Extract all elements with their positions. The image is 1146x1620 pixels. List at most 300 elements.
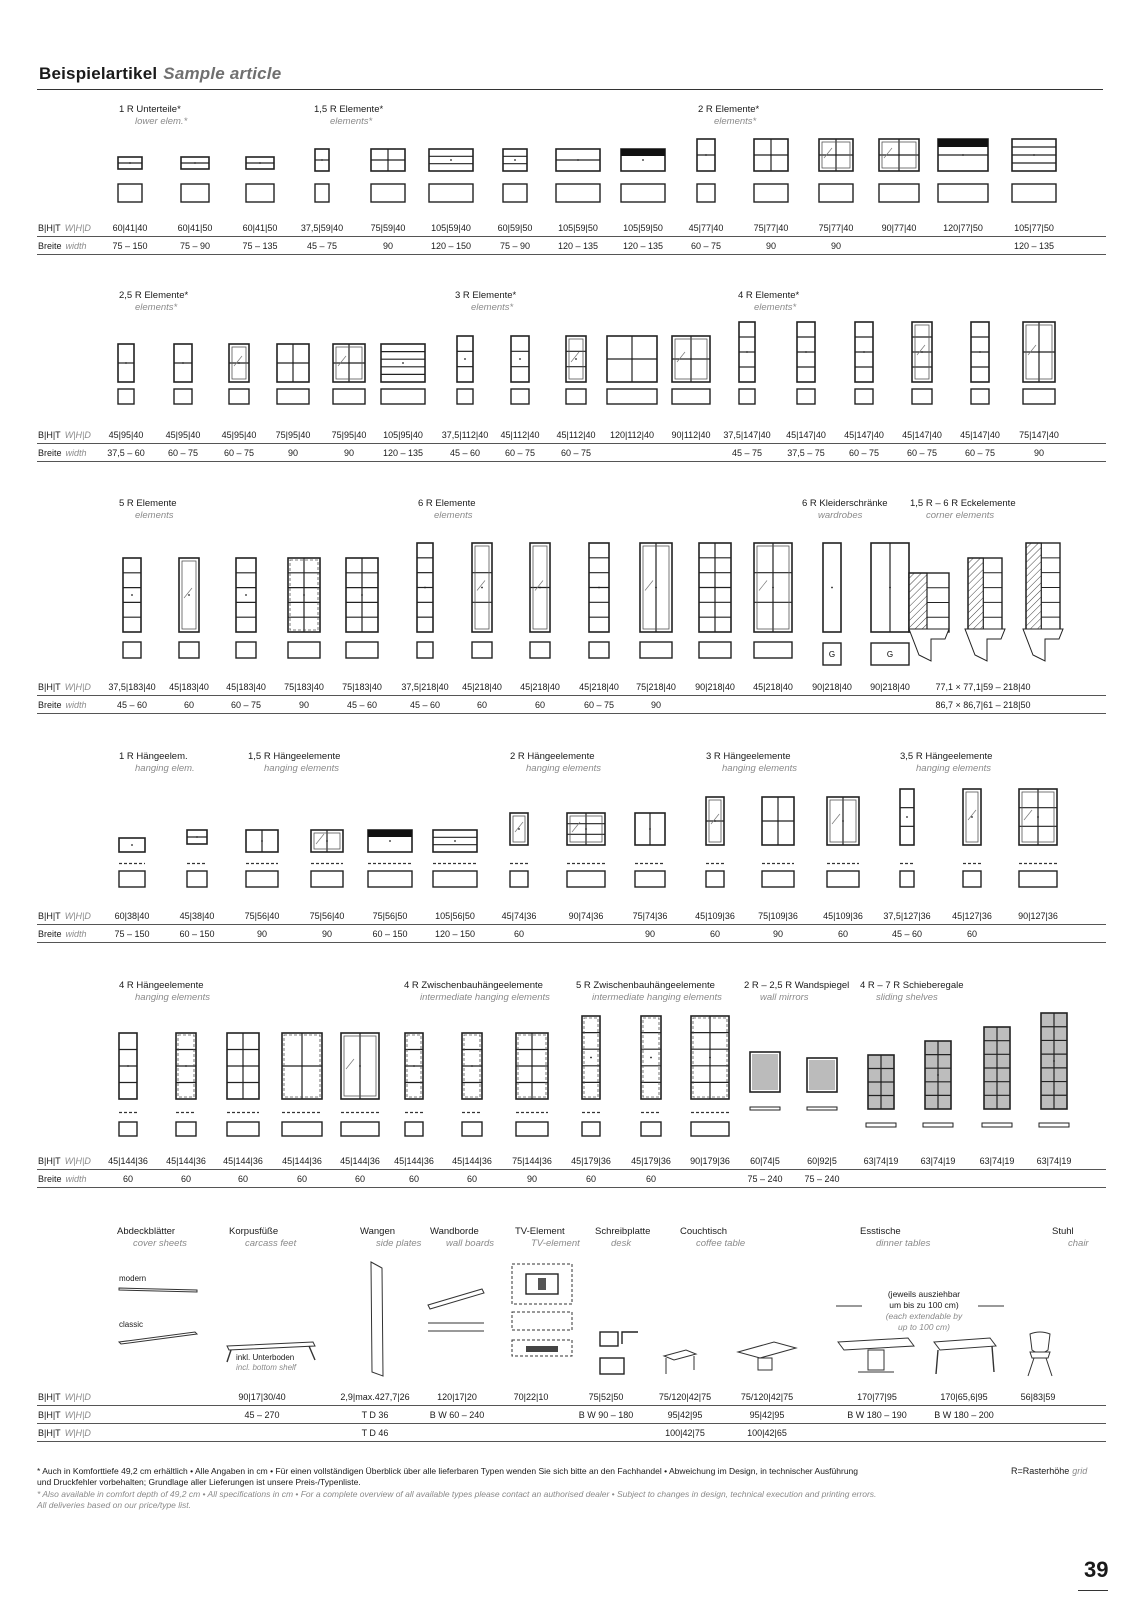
section5-width-row-label <box>38 1174 87 1184</box>
section5-dims-row-label-de: B|H|T <box>38 1156 61 1166</box>
width-cell: 60 – 75 <box>906 448 938 458</box>
wall-rail-icon <box>176 1111 196 1114</box>
width-cell: 60 <box>709 929 720 939</box>
dim-cell: 60|74|5 <box>750 1156 780 1166</box>
header-wall-mirrors-en: wall mirrors <box>760 992 809 1003</box>
wall-rail-icon <box>119 1111 137 1114</box>
cabinet-front-icon <box>749 1051 781 1093</box>
cabinet-top-icon <box>432 870 478 888</box>
cabinet-front-icon <box>761 796 795 846</box>
accessories-row-1-label <box>38 1392 91 1402</box>
corner-element-top-icon <box>907 627 951 663</box>
width-cell: 90 <box>644 929 655 939</box>
dim-cell: 37,5|218|40 <box>401 682 449 692</box>
dim-cell: 45|147|40 <box>902 430 942 440</box>
header-cover-sheets <box>117 1226 187 1250</box>
section2-dims-row <box>37 426 1106 444</box>
width-cell: 60 – 75 <box>504 448 536 458</box>
dim-cell: 90|218|40 <box>870 682 910 692</box>
header-3r-elements-en: elements* <box>471 302 514 313</box>
svg-text:G: G <box>886 650 894 659</box>
dim-cell: 60|41|50 <box>177 223 213 233</box>
cabinet-top-icon <box>245 870 279 888</box>
feet-note-en: incl. bottom shelf <box>236 1363 297 1372</box>
dim-cell: 63|74|19 <box>979 1156 1015 1166</box>
wall-rail-icon <box>341 1111 379 1114</box>
dim-cell: 60|92|5 <box>807 1156 837 1166</box>
width-cell: 90 <box>298 700 309 710</box>
dim-cell: 75|77|40 <box>753 223 789 233</box>
cabinet-front-icon <box>173 343 193 383</box>
section4-width-row-label-en: width <box>65 929 87 939</box>
dim-cell: 56|83|59 <box>1020 1392 1056 1402</box>
dim-cell: B W 180 – 200 <box>934 1410 994 1420</box>
header-coffee-table <box>680 1226 745 1250</box>
dim-cell: 45|38|40 <box>179 911 215 921</box>
title-de: Beispielartikel <box>39 64 158 83</box>
dim-cell: 45|95|40 <box>165 430 201 440</box>
cabinet-front-icon <box>1018 788 1058 846</box>
wall-rail-icon <box>433 862 477 865</box>
header-3-5r-hanging-de: 3,5 R Hängeelemente <box>900 751 993 762</box>
cabinet-front-icon <box>117 343 135 383</box>
dim-cell: 45|109|36 <box>695 911 735 921</box>
header-4r-intermediate-de: 4 R Zwischenbauhängeelemente <box>404 980 543 991</box>
cabinet-top-icon <box>515 1121 549 1137</box>
wall-rail-icon <box>119 862 145 865</box>
section4-dims-row-label-en: W|H|D <box>64 911 91 921</box>
dim-cell: 45|179|36 <box>631 1156 671 1166</box>
dim-cell: 45|147|40 <box>960 430 1000 440</box>
cabinet-top-icon <box>428 183 474 203</box>
cabinet-front-icon <box>345 557 379 633</box>
section3-dims-row-label <box>38 682 91 692</box>
cabinet-front-icon <box>806 1057 838 1093</box>
dim-cell: 45|144|36 <box>394 1156 434 1166</box>
width-cell: 90 <box>650 700 661 710</box>
cabinet-front-icon <box>634 812 666 846</box>
cabinet-top-icon <box>287 641 321 659</box>
cabinet-front-icon <box>118 837 146 853</box>
cabinet-top-icon <box>796 388 816 405</box>
cabinet-top-icon <box>640 1121 662 1137</box>
cabinet-top-icon <box>281 1121 323 1137</box>
width-cell: 60 <box>534 700 545 710</box>
wall-rail-icon <box>963 862 981 865</box>
section2-dims-row-label <box>38 430 91 440</box>
width-cell: 37,5 – 75 <box>787 448 825 458</box>
width-cell: 60 <box>466 1174 477 1184</box>
header-1-5r-elements <box>314 104 383 128</box>
cabinet-top-icon <box>761 870 795 888</box>
cabinet-top-icon <box>566 870 606 888</box>
header-side-plates-en: side plates <box>376 1238 422 1249</box>
width-cell: 45 – 60 <box>409 700 441 710</box>
cabinet-front-icon <box>509 812 529 846</box>
cabinet-front-icon <box>899 788 915 846</box>
dim-cell: 75|52|50 <box>588 1392 624 1402</box>
header-1r-hanging <box>119 751 195 775</box>
header-lower-elements-de: 1 R Unterteile* <box>119 104 181 115</box>
section5-dims-row-label <box>38 1156 91 1166</box>
cabinet-front-icon <box>911 321 933 383</box>
dim-cell: 90|127|36 <box>1018 911 1058 921</box>
dim-cell: 63|74|19 <box>863 1156 899 1166</box>
dim-cell: 45|179|36 <box>571 1156 611 1166</box>
cover-sheet-classic-icon <box>117 1328 199 1350</box>
header-2r-hanging-en: hanging elements <box>526 763 601 774</box>
wall-board-icon <box>426 1287 486 1337</box>
header-carcass-feet-de: Korpusfüße <box>229 1226 279 1237</box>
table-note-en1: (each extendable by <box>885 1311 963 1321</box>
section2-width-row-label-de: Breite <box>38 448 62 458</box>
header-6r-elements-en: elements <box>434 510 473 521</box>
header-4r-elements-en: elements* <box>754 302 797 313</box>
cabinet-top-icon <box>175 1121 197 1137</box>
cabinet-top-icon <box>529 641 551 659</box>
cabinet-front-icon <box>854 321 874 383</box>
cabinet-front-icon <box>461 1032 483 1100</box>
section4-width-row-label-de: Breite <box>38 929 62 939</box>
section2-width-row <box>37 444 1106 462</box>
cabinet-top-icon <box>276 388 310 405</box>
cabinet-front-icon <box>983 1026 1011 1110</box>
cabinet-front-icon <box>696 138 716 172</box>
feet-note-de: inkl. Unterboden <box>236 1353 295 1362</box>
dim-cell: 45|218|40 <box>579 682 619 692</box>
width-cell: 75 – 240 <box>804 1174 840 1184</box>
cabinet-front-icon <box>566 812 606 846</box>
cabinet-front-icon <box>432 829 478 853</box>
cabinet-front-icon <box>753 542 793 633</box>
width-cell: 60 – 75 <box>848 448 880 458</box>
cabinet-front-icon <box>796 321 816 383</box>
cabinet-top-icon <box>122 641 142 659</box>
wall-rail-icon <box>567 862 605 865</box>
cabinet-front-icon <box>310 829 344 853</box>
section4-width-row <box>37 925 1106 943</box>
cabinet-top-icon <box>416 641 434 659</box>
accessories-row-2-label-en: W|H|D <box>64 1410 91 1420</box>
cabinet-top-icon <box>245 183 275 203</box>
width-cell: 60 <box>585 1174 596 1184</box>
dim-cell: 45|77|40 <box>688 223 724 233</box>
section5-width-row <box>37 1170 1106 1188</box>
dim-cell: 60|41|50 <box>242 223 278 233</box>
width-cell: 60 <box>837 929 848 939</box>
cabinet-front-icon <box>367 829 413 853</box>
cabinet-top-icon <box>634 870 666 888</box>
dim-cell: 60|41|40 <box>112 223 148 233</box>
header-chair-de: Stuhl <box>1052 1226 1074 1237</box>
cabinet-top-icon <box>555 183 601 203</box>
shelf-top-icon <box>865 1122 897 1128</box>
width-cell: 60 – 75 <box>167 448 199 458</box>
dim-cell: 75/120|42|75 <box>658 1392 712 1402</box>
width-cell: 75 – 150 <box>114 929 150 939</box>
cabinet-front-icon <box>276 343 310 383</box>
raster-note <box>1011 1466 1087 1476</box>
width-cell: 75 – 150 <box>112 241 148 251</box>
dim-cell: 105|56|50 <box>435 911 475 921</box>
raster-en: grid <box>1072 1466 1088 1476</box>
cabinet-front-icon <box>620 148 666 172</box>
dim-cell: 120|17|20 <box>437 1392 477 1402</box>
dim-cell: 45|147|40 <box>844 430 884 440</box>
cabinet-top-icon <box>690 1121 730 1137</box>
cabinet-top-icon <box>970 388 990 405</box>
accessories-row-2 <box>37 1406 1106 1424</box>
dim-cell: 75|56|40 <box>309 911 345 921</box>
width-cell: 90 <box>772 929 783 939</box>
dim-cell: 45|95|40 <box>108 430 144 440</box>
accessories-row-1-label-en: W|H|D <box>64 1392 91 1402</box>
cabinet-top-icon <box>854 388 874 405</box>
cabinet-front-icon <box>878 138 920 172</box>
header-4r-intermediate-en: intermediate hanging elements <box>420 992 550 1003</box>
dim-cell: 45|144|36 <box>108 1156 148 1166</box>
section2-width-row-label-en: width <box>65 448 87 458</box>
cabinet-top-icon <box>502 183 528 203</box>
dim-cell: B W 60 – 240 <box>429 1410 485 1420</box>
dim-cell: 63|74|19 <box>920 1156 956 1166</box>
dim-cell: 105|77|50 <box>1014 223 1054 233</box>
width-cell: 45 – 60 <box>891 929 923 939</box>
cabinet-top-icon <box>509 870 529 888</box>
cabinet-front-icon <box>606 335 658 383</box>
section1-width-row <box>37 237 1106 255</box>
header-2r-elements-de: 2 R Elemente* <box>698 104 760 115</box>
side-plate-icon <box>368 1260 386 1380</box>
shelf-top-icon <box>1038 1122 1070 1128</box>
cabinet-front-icon <box>118 1032 138 1100</box>
header-2r-hanging-de: 2 R Hängeelemente <box>510 751 595 762</box>
table-note-de1: (jeweils ausziehbar <box>887 1289 961 1299</box>
cabinet-front-icon <box>970 321 990 383</box>
dim-cell: 170|65,6|95 <box>940 1392 988 1402</box>
header-wall-mirrors <box>744 980 849 1004</box>
wall-rail-icon <box>227 1111 259 1114</box>
header-carcass-feet-en: carcass feet <box>245 1238 297 1249</box>
dim-cell: T D 46 <box>361 1428 389 1438</box>
table-note-de2: um bis zu 100 cm) <box>889 1300 959 1310</box>
width-cell: 75 – 90 <box>499 241 531 251</box>
section1-width-row-label-de: Breite <box>38 241 62 251</box>
cabinet-front-icon <box>753 138 789 172</box>
dim-cell: 120|77|50 <box>943 223 983 233</box>
coffee-table-pedestal-icon <box>734 1338 800 1378</box>
cabinet-top-icon <box>186 870 208 888</box>
wall-rail-icon <box>827 862 859 865</box>
header-cover-sheets-de: Abdeckblätter <box>117 1226 176 1237</box>
cabinet-top-icon <box>340 1121 380 1137</box>
header-4r-hanging-de: 4 R Hängeelemente <box>119 980 204 991</box>
header-5r-elements-en: elements <box>135 510 174 521</box>
corner-width-cell: 86,7 × 86,7|61 – 218|50 <box>935 700 1031 710</box>
section3-width-row-label <box>38 700 87 710</box>
dim-cell: 45|218|40 <box>520 682 560 692</box>
wall-rail-icon <box>516 1111 548 1114</box>
cabinet-top-icon <box>962 870 982 888</box>
width-cell: 60 <box>966 929 977 939</box>
cabinet-front-icon <box>502 148 528 172</box>
dim-cell: 45|144|36 <box>340 1156 380 1166</box>
width-cell: 60 – 75 <box>964 448 996 458</box>
cabinet-top-icon <box>380 388 426 405</box>
width-cell: 60 <box>296 1174 307 1184</box>
width-cell: 60 <box>645 1174 656 1184</box>
dim-cell: 45|218|40 <box>462 682 502 692</box>
cabinet-top-icon <box>753 183 789 203</box>
header-2-5r-elements-en: elements* <box>135 302 178 313</box>
header-corner-elements-en: corner elements <box>926 510 995 521</box>
header-sliding-shelves <box>860 980 964 1004</box>
dim-cell: 45|144|36 <box>282 1156 322 1166</box>
cabinet-top-icon <box>178 641 200 659</box>
corner-element-front-icon <box>967 557 1003 633</box>
cabinet-top-icon <box>899 870 915 888</box>
section1-width-row-label <box>38 241 87 251</box>
cabinet-front-icon <box>822 542 842 633</box>
cabinet-top-icon <box>118 870 146 888</box>
dim-cell: 45|144|36 <box>223 1156 263 1166</box>
footnote-de-1: * Auch in Komforttiefe 49,2 cm erhältlich • Alle Angaben in cm • Für einen vollständigen Überblick über alle lieferbaren Typen wenden Sie sich bitte an den Fachhandel • Abweichung im Design, in technischer Ausführung <box>37 1466 859 1476</box>
dim-cell: 45 – 270 <box>244 1410 280 1420</box>
dim-cell: 105|59|40 <box>431 223 471 233</box>
cabinet-front-icon <box>588 542 610 633</box>
dim-cell: B W 90 – 180 <box>578 1410 634 1420</box>
section3-width-row-label-en: width <box>65 700 87 710</box>
section1-dims-row-label <box>38 223 91 233</box>
header-6r-elements <box>418 498 476 522</box>
cabinet-top-icon <box>332 388 366 405</box>
dining-table-pedestal-icon <box>834 1334 918 1376</box>
width-cell: 120 – 135 <box>557 241 599 251</box>
cabinet-front-icon <box>186 829 208 845</box>
dim-cell: 60|59|50 <box>497 223 533 233</box>
wall-rail-icon <box>641 1111 661 1114</box>
width-cell: 90 <box>382 241 393 251</box>
shelf-top-icon <box>981 1122 1013 1128</box>
dim-cell: 37,5|59|40 <box>300 223 344 233</box>
shelf-top-icon <box>922 1122 954 1128</box>
header-1r-hanging-de: 1 R Hängeelem. <box>119 751 188 762</box>
dim-cell: 45|183|40 <box>226 682 266 692</box>
header-side-plates <box>360 1226 421 1250</box>
cabinet-top-icon <box>705 870 725 888</box>
header-4r-hanging-en: hanging elements <box>135 992 210 1003</box>
header-dinner-tables <box>860 1226 930 1250</box>
cabinet-front-icon <box>924 1040 952 1110</box>
header-chair <box>1052 1226 1089 1250</box>
header-carcass-feet <box>229 1226 296 1250</box>
cabinet-top-icon <box>911 388 933 405</box>
cabinet-front-icon <box>818 138 854 172</box>
width-cell: 60 <box>354 1174 365 1184</box>
cabinet-top-icon <box>671 388 711 405</box>
header-coffee-table-en: coffee table <box>696 1238 746 1249</box>
table-extend-note <box>875 1289 973 1333</box>
dining-table-legs-icon <box>930 1334 1000 1376</box>
width-cell: 45 – 60 <box>116 700 148 710</box>
wall-rail-icon <box>405 1111 423 1114</box>
header-sliding-shelves-en: sliding shelves <box>876 992 938 1003</box>
cabinet-front-icon <box>515 1032 549 1100</box>
header-coffee-table-de: Couchtisch <box>680 1226 727 1237</box>
header-3-5r-hanging <box>900 751 992 775</box>
width-cell: 60 – 150 <box>179 929 215 939</box>
dim-cell: T D 36 <box>361 1410 389 1420</box>
header-lower-elements-en: lower elem.* <box>135 116 188 127</box>
width-cell: 120 – 150 <box>430 241 472 251</box>
title-rule <box>37 89 1103 90</box>
dim-cell: 45|144|36 <box>452 1156 492 1166</box>
width-cell: 45 – 60 <box>346 700 378 710</box>
cabinet-front-icon <box>178 557 200 633</box>
cabinet-top-icon <box>456 388 474 405</box>
dim-cell: 45|147|40 <box>786 430 826 440</box>
svg-text:G: G <box>828 650 836 659</box>
header-wall-boards-en: wall boards <box>446 1238 495 1249</box>
header-1-5r-elements-de: 1,5 R Elemente* <box>314 104 384 115</box>
cabinet-top-icon <box>937 183 989 203</box>
extension-indicator-icon <box>836 1304 1004 1308</box>
accessories-row-2-label-de: B|H|T <box>38 1410 61 1420</box>
header-2r-elements-en: elements* <box>714 116 757 127</box>
page-number-rule <box>1078 1590 1108 1591</box>
cabinet-front-icon <box>565 335 587 383</box>
width-cell: 60 <box>408 1174 419 1184</box>
wall-rail-icon <box>462 1111 482 1114</box>
dim-cell: 60|38|40 <box>114 911 150 921</box>
header-1-5r-hanging-en: hanging elements <box>264 763 339 774</box>
header-4r-hanging <box>119 980 210 1004</box>
header-1-5r-hanging <box>248 751 340 775</box>
cabinet-front-icon <box>175 1032 197 1100</box>
width-cell: 120 – 150 <box>434 929 476 939</box>
width-cell: 60 – 75 <box>230 700 262 710</box>
cabinet-top-icon <box>226 1121 260 1137</box>
header-5r-intermediate-de: 5 R Zwischenbauhängeelemente <box>576 980 715 991</box>
footnote-en-1: * Also available in comfort depth of 49,2 cm • All specifications in cm • For a complete overview of all available types please contact an authorised dealer • Subject to changes in design, technical execution and printing errors. <box>37 1489 877 1499</box>
dim-cell: 170|77|95 <box>857 1392 897 1402</box>
header-lower-elements <box>119 104 187 128</box>
cover-classic-label: classic <box>119 1320 144 1329</box>
width-cell: 120 – 135 <box>1013 241 1055 251</box>
cabinet-front-icon <box>122 557 142 633</box>
width-cell: 45 – 75 <box>731 448 763 458</box>
header-3r-hanging-en: hanging elements <box>722 763 797 774</box>
header-1r-hanging-en: hanging elem. <box>135 763 195 774</box>
cabinet-front-icon <box>962 788 982 846</box>
header-3-5r-hanging-en: hanging elements <box>916 763 991 774</box>
dim-cell: 90|74|36 <box>568 911 604 921</box>
cabinet-front-icon <box>555 148 601 172</box>
accessories-row-3-label-de: B|H|T <box>38 1428 61 1438</box>
accessories-row-3 <box>37 1424 1106 1442</box>
cabinet-front-icon <box>581 1015 601 1100</box>
header-tv-element-en: TV-element <box>531 1238 580 1249</box>
cabinet-front-icon <box>1022 321 1056 383</box>
cabinet-top-icon <box>581 1121 601 1137</box>
header-tv-element-de: TV-Element <box>515 1226 565 1237</box>
dim-cell: 45|112|40 <box>500 430 540 440</box>
width-cell: 60 – 75 <box>560 448 592 458</box>
dim-cell: 120|112|40 <box>609 430 655 440</box>
dim-cell: 45|112|40 <box>556 430 596 440</box>
corner-element-top-icon <box>1021 627 1065 663</box>
section2-dims-row-label-en: W|H|D <box>64 430 91 440</box>
